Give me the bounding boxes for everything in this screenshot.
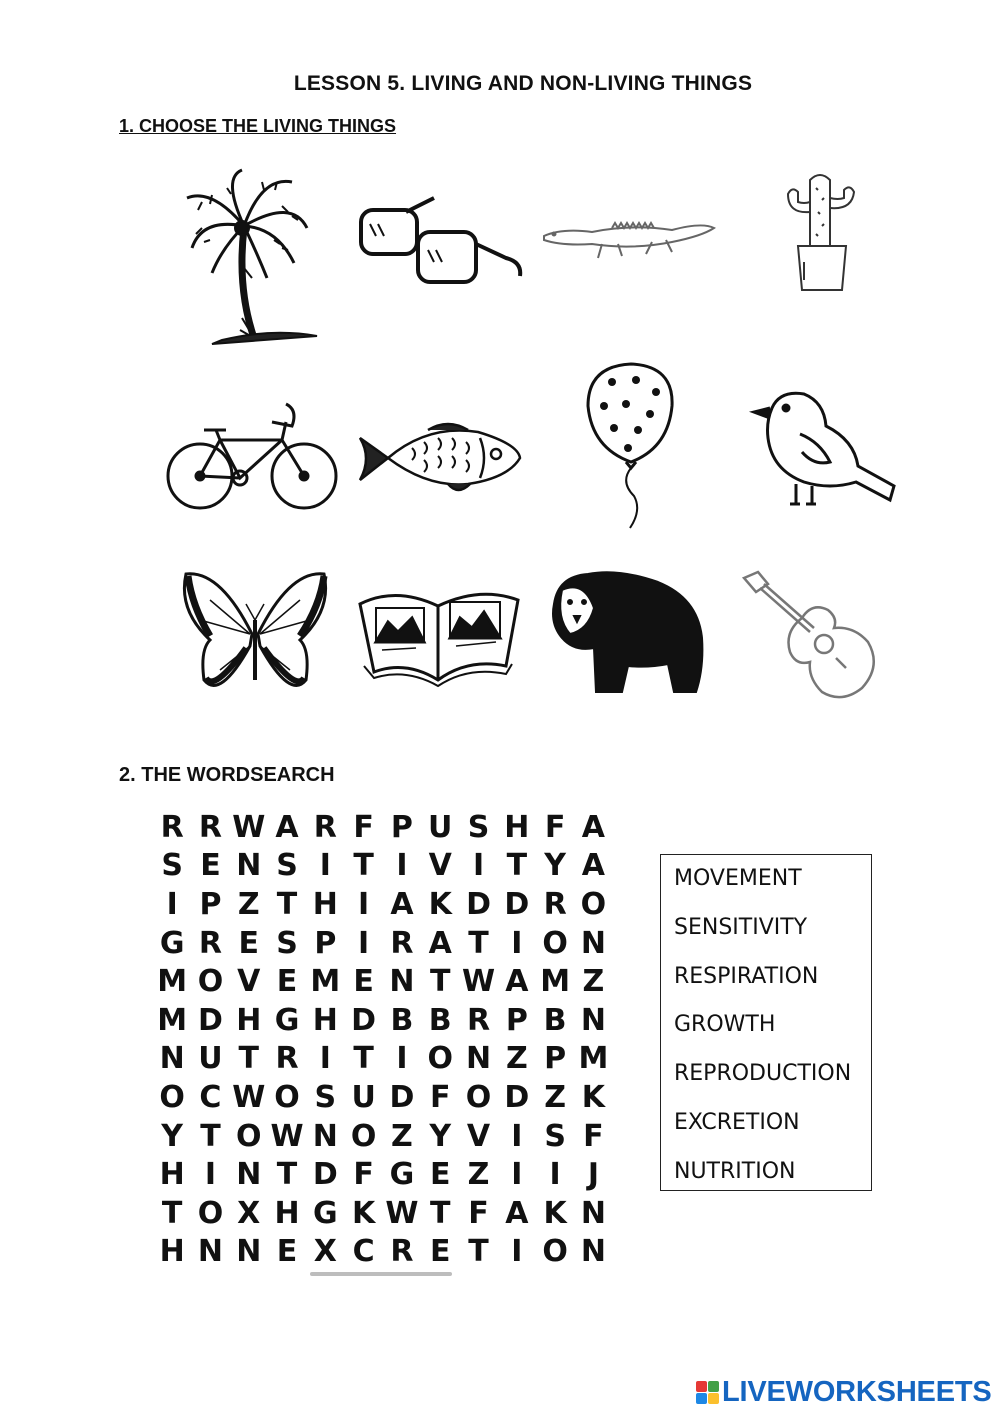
grid-row <box>153 1194 613 1233</box>
grid-row <box>153 1001 613 1040</box>
logo-square <box>708 1393 719 1404</box>
grid-letter[interactable]: V <box>237 964 261 1000</box>
word-list-box <box>660 854 872 1191</box>
grid-letter[interactable]: H <box>312 886 338 922</box>
grid-letter[interactable]: M <box>540 964 571 1000</box>
grid-letter[interactable]: I <box>472 848 485 884</box>
grid-letter[interactable]: E <box>238 925 259 961</box>
grid-letter[interactable]: N <box>580 1234 606 1270</box>
grid-row <box>153 847 613 886</box>
grid-letter[interactable]: B <box>543 1002 567 1038</box>
grid-letter[interactable]: O <box>427 1041 453 1077</box>
grid-letter[interactable]: E <box>429 1157 451 1193</box>
grid-letter[interactable]: A <box>428 925 452 961</box>
grid-letter[interactable]: F <box>429 1079 451 1115</box>
grid-letter[interactable]: T <box>161 1195 183 1231</box>
grid-letter[interactable]: M <box>157 1002 188 1038</box>
grid-letter[interactable]: O <box>159 1079 185 1115</box>
grid-letter[interactable]: S <box>467 809 490 845</box>
grid-letter[interactable]: E <box>200 848 221 884</box>
word-list-item: EXCRETION <box>674 1109 800 1135</box>
grid-letter[interactable]: O <box>350 1118 377 1154</box>
grid-letter[interactable]: T <box>353 1041 374 1077</box>
grid-letter[interactable]: Y <box>429 1118 452 1154</box>
grid-letter[interactable]: Z <box>467 1157 490 1193</box>
grid-letter[interactable]: N <box>465 1041 492 1077</box>
grid-letter[interactable]: F <box>353 809 374 845</box>
grid-row <box>153 808 613 847</box>
glasses-picture[interactable] <box>356 196 524 292</box>
grid-letter[interactable]: U <box>428 809 453 845</box>
grid-letter[interactable]: D <box>504 886 530 922</box>
grid-letter[interactable]: N <box>197 1234 223 1270</box>
bear-picture[interactable] <box>548 568 704 694</box>
grid-letter[interactable]: K <box>428 886 452 922</box>
grid-letter[interactable]: D <box>197 1002 223 1038</box>
grid-letter[interactable]: T <box>353 848 374 884</box>
grid-letter[interactable]: R <box>275 1041 299 1077</box>
grid-letter[interactable]: R <box>160 809 184 845</box>
grid-letter[interactable]: I <box>511 1157 523 1193</box>
grid-letter[interactable]: O <box>197 964 224 1000</box>
grid-letter[interactable]: A <box>505 964 529 1000</box>
grid-letter[interactable]: N <box>236 1157 262 1193</box>
logo-square <box>696 1381 707 1392</box>
grid-letter[interactable]: O <box>465 1079 492 1115</box>
grid-row <box>153 885 613 924</box>
grid-letter[interactable]: X <box>313 1234 337 1270</box>
bird-picture[interactable] <box>750 386 896 508</box>
grid-letter[interactable]: H <box>312 1002 338 1038</box>
grid-letter[interactable]: M <box>310 964 341 1000</box>
grid-letter[interactable]: W <box>461 964 496 1000</box>
grid-letter[interactable]: R <box>198 925 222 961</box>
grid-letter[interactable]: N <box>236 848 262 884</box>
grid-letter[interactable]: T <box>238 1041 259 1077</box>
grid-letter[interactable]: D <box>351 1002 377 1038</box>
fish-picture[interactable] <box>358 418 524 498</box>
grid-letter[interactable]: A <box>581 809 606 845</box>
grid-letter[interactable]: N <box>580 1002 606 1038</box>
grid-letter[interactable]: D <box>466 886 491 922</box>
grid-letter[interactable]: E <box>276 1234 298 1270</box>
grid-letter[interactable]: X <box>237 1195 261 1231</box>
logo-square <box>708 1381 719 1392</box>
grid-letter[interactable]: O <box>274 1079 300 1115</box>
grid-letter[interactable]: E <box>276 964 298 1000</box>
grid-letter[interactable]: P <box>544 1041 567 1077</box>
grid-letter[interactable]: I <box>511 1118 523 1154</box>
grid-letter[interactable]: E <box>429 1234 451 1270</box>
section1-heading: 1. CHOOSE THE LIVING THINGS <box>119 116 397 136</box>
grid-letter[interactable]: C <box>199 1079 222 1115</box>
grid-letter[interactable]: O <box>235 1118 262 1154</box>
grid-letter[interactable]: I <box>396 1041 408 1077</box>
grid-letter[interactable]: S <box>276 925 298 961</box>
word-list-item: SENSITIVITY <box>674 914 808 940</box>
grid-row <box>153 1117 613 1156</box>
grid-letter[interactable]: R <box>466 1002 491 1038</box>
palm-tree-picture[interactable] <box>182 168 322 348</box>
grid-letter[interactable]: R <box>198 809 222 845</box>
grid-letter[interactable]: U <box>351 1079 376 1115</box>
found-word-highlight <box>310 1272 452 1276</box>
word-list-item: NUTRITION <box>674 1158 796 1184</box>
grid-letter[interactable]: Z <box>505 1041 528 1077</box>
grid-letter[interactable]: P <box>199 886 222 922</box>
grid-letter[interactable]: N <box>580 1195 606 1231</box>
grid-letter[interactable]: W <box>232 1079 266 1115</box>
word-list-item: MOVEMENT <box>674 866 802 891</box>
grid-letter[interactable]: K <box>543 1195 567 1231</box>
grid-letter[interactable]: M <box>578 1041 609 1077</box>
grid-letter[interactable]: W <box>385 1195 419 1231</box>
grid-letter[interactable]: O <box>542 1234 568 1270</box>
grid-letter[interactable]: S <box>276 848 298 884</box>
grid-row <box>153 924 613 963</box>
grid-letter[interactable]: W <box>270 1118 304 1154</box>
grid-letter[interactable]: W <box>232 809 266 845</box>
grid-letter[interactable]: R <box>390 925 414 961</box>
grid-letter[interactable]: H <box>504 809 530 845</box>
grid-letter[interactable]: I <box>319 1041 331 1077</box>
grid-letter[interactable]: G <box>274 1002 300 1038</box>
grid-letter[interactable]: S <box>314 1079 337 1115</box>
grid-letter[interactable]: O <box>542 925 568 961</box>
grid-letter[interactable]: A <box>275 809 299 845</box>
grid-row <box>153 962 613 1001</box>
grid-letter[interactable]: T <box>506 848 528 884</box>
grid-letter[interactable]: T <box>200 1118 221 1154</box>
grid-letter[interactable]: Y <box>544 848 566 884</box>
grid-letter[interactable]: U <box>198 1041 223 1077</box>
grid-letter[interactable]: G <box>313 1195 338 1231</box>
grid-letter[interactable]: I <box>511 925 523 961</box>
grid-letter[interactable]: T <box>468 925 489 961</box>
grid-row <box>153 1233 613 1272</box>
grid-letter[interactable]: R <box>390 1234 414 1270</box>
grid-letter[interactable]: T <box>429 1195 451 1231</box>
grid-letter[interactable]: Z <box>544 1079 566 1115</box>
grid-letter[interactable]: D <box>312 1157 338 1193</box>
grid-letter[interactable]: I <box>204 1157 217 1193</box>
word-list-item: RESPIRATION <box>674 963 819 989</box>
grid-letter[interactable]: Y <box>161 1118 184 1154</box>
section2-heading: 2. THE WORDSEARCH <box>119 764 335 786</box>
butterfly-picture[interactable] <box>180 570 330 704</box>
grid-letter[interactable]: D <box>504 1079 530 1115</box>
grid-letter[interactable]: P <box>505 1002 528 1038</box>
cactus-picture[interactable] <box>780 168 864 292</box>
grid-letter[interactable]: H <box>236 1002 262 1038</box>
grid-row <box>153 1040 613 1079</box>
grid-letter[interactable]: R <box>543 886 567 922</box>
grid-letter[interactable]: F <box>583 1118 604 1154</box>
page-title: LESSON 5. LIVING AND NON-LIVING THINGS <box>293 72 753 95</box>
grid-letter[interactable]: N <box>236 1234 262 1270</box>
logo-text: LIVEWORKSHEETS <box>722 1376 992 1408</box>
grid-letter[interactable]: T <box>468 1234 489 1270</box>
grid-letter[interactable]: A <box>505 1195 529 1231</box>
grid-letter[interactable]: R <box>313 809 337 845</box>
grid-letter[interactable]: I <box>358 925 370 961</box>
grid-letter[interactable]: H <box>274 1195 300 1231</box>
crocodile-picture[interactable] <box>542 214 718 270</box>
grid-letter[interactable]: Z <box>582 964 605 1000</box>
grid-letter[interactable]: B <box>390 1002 414 1038</box>
grid-row <box>153 1155 613 1194</box>
grid-letter[interactable]: C <box>352 1234 375 1270</box>
wordsearch-grid[interactable] <box>153 808 613 1271</box>
grid-letter[interactable]: I <box>511 1234 523 1270</box>
grid-letter[interactable]: O <box>580 886 607 922</box>
grid-letter[interactable]: P <box>390 809 413 845</box>
grid-letter[interactable]: D <box>389 1079 415 1115</box>
liveworksheets-logo-icon <box>696 1381 719 1404</box>
grid-letter[interactable]: E <box>353 964 374 1000</box>
grid-letter[interactable]: N <box>312 1118 338 1154</box>
grid-letter[interactable]: A <box>390 886 414 922</box>
grid-letter[interactable]: T <box>276 1157 298 1193</box>
grid-letter[interactable]: I <box>358 886 370 922</box>
book-picture[interactable] <box>356 578 522 686</box>
grid-letter[interactable]: A <box>581 848 606 884</box>
grid-letter[interactable]: N <box>389 964 415 1000</box>
grid-letter[interactable]: I <box>396 848 408 884</box>
guitar-picture[interactable] <box>738 570 882 702</box>
grid-letter[interactable]: H <box>159 1234 185 1270</box>
grid-letter[interactable]: S <box>544 1118 566 1154</box>
grid-letter[interactable]: F <box>544 809 566 845</box>
word-list-item: REPRODUCTION <box>674 1061 852 1087</box>
grid-letter[interactable]: J <box>587 1157 599 1193</box>
grid-letter[interactable]: P <box>314 925 337 961</box>
grid-letter[interactable]: B <box>428 1002 452 1038</box>
grid-letter[interactable]: K <box>581 1079 606 1115</box>
grid-letter[interactable]: I <box>166 886 178 922</box>
grid-letter[interactable]: N <box>159 1041 185 1077</box>
grid-letter[interactable]: F <box>468 1195 489 1231</box>
grid-letter[interactable]: F <box>353 1157 374 1193</box>
grid-letter[interactable]: T <box>276 886 298 922</box>
grid-letter[interactable]: Z <box>237 886 260 922</box>
grid-letter[interactable]: I <box>319 848 331 884</box>
grid-letter[interactable]: G <box>159 925 185 961</box>
grid-letter[interactable]: I <box>549 1157 561 1193</box>
grid-letter[interactable]: V <box>428 848 452 884</box>
grid-letter[interactable]: S <box>161 848 183 884</box>
bicycle-picture[interactable] <box>164 396 342 518</box>
grid-letter[interactable]: O <box>197 1195 224 1231</box>
grid-letter[interactable]: K <box>352 1195 376 1231</box>
grid-letter[interactable]: T <box>429 964 451 1000</box>
grid-letter[interactable]: H <box>159 1157 185 1193</box>
grid-letter[interactable]: M <box>157 964 188 1000</box>
logo-square <box>696 1393 707 1404</box>
grid-letter[interactable]: G <box>389 1157 415 1193</box>
grid-letter[interactable]: N <box>580 925 606 961</box>
grid-letter[interactable]: V <box>466 1118 491 1154</box>
grid-letter[interactable]: Z <box>391 1118 413 1154</box>
word-list-item: GROWTH <box>674 1012 776 1038</box>
liveworksheets-logo[interactable] <box>696 1376 992 1409</box>
balloon-picture[interactable] <box>584 360 678 530</box>
grid-row <box>153 1078 613 1117</box>
